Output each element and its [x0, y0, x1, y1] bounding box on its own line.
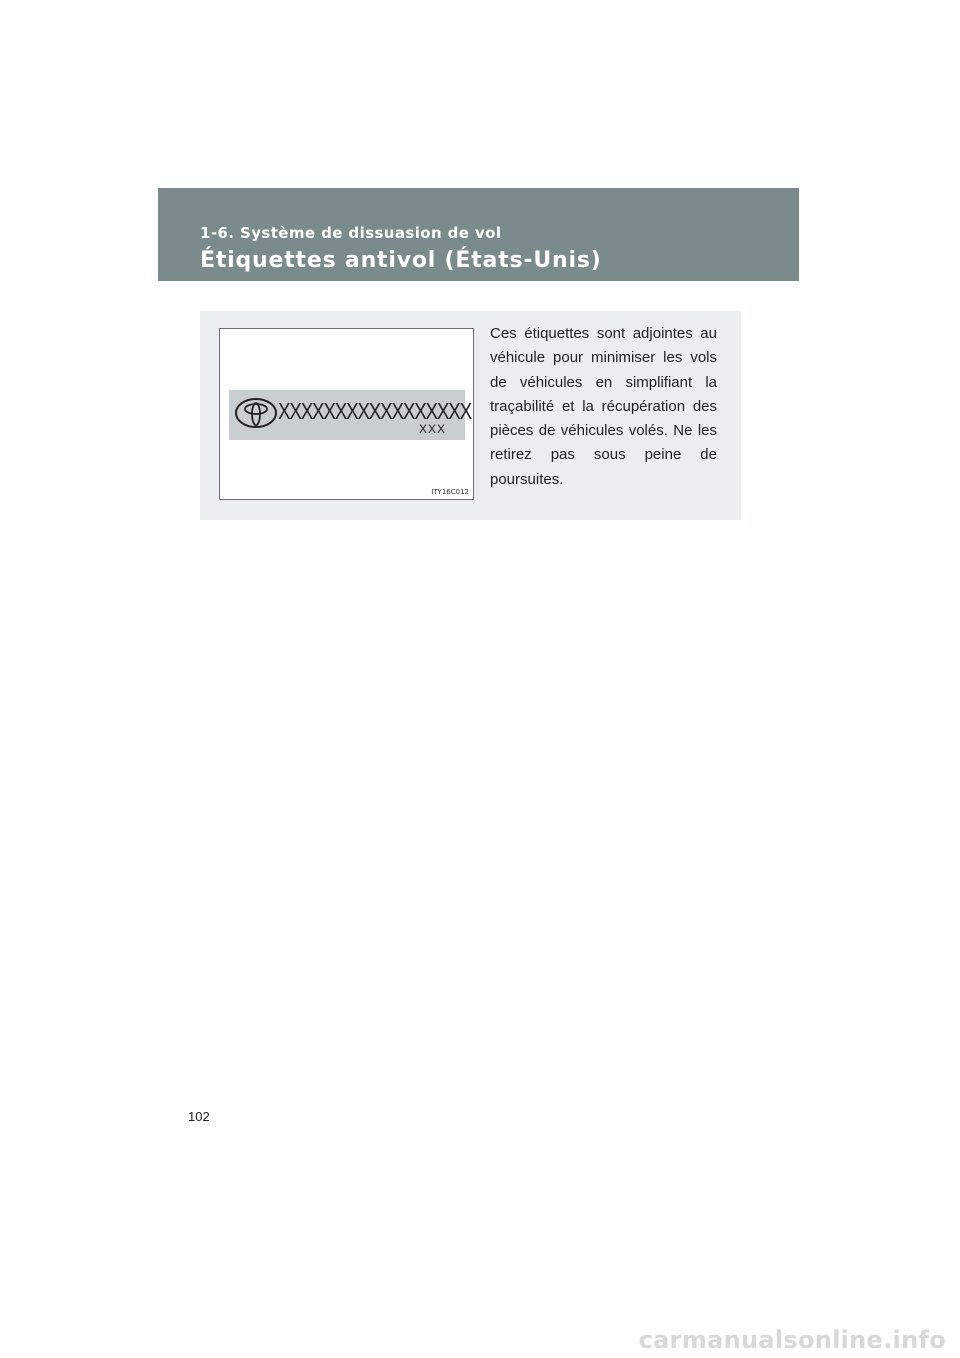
page-number: 102	[188, 1109, 210, 1124]
label-sub-text: XXX	[419, 422, 447, 436]
section-label: 1-6. Système de dissuasion de vol	[200, 224, 502, 242]
body-paragraph: Ces étiquettes sont adjointes au véhicule pour minimiser les vols de véhicules en simplifiant la traçabilité et la récupération des pièces de véhicules volés. Ne les retirez pas sous peine de poursuites.	[490, 325, 717, 488]
figure-code: ITY16C012	[431, 488, 469, 496]
page-title: Étiquettes antivol (États-Unis)	[200, 248, 602, 273]
illustration-figure	[219, 328, 474, 500]
section-header	[158, 188, 799, 281]
content-panel	[200, 311, 741, 520]
label-vin-text: XXXXXXXXXXXXXXXXX	[278, 398, 471, 424]
antitheft-label	[229, 390, 471, 440]
toyota-emblem-icon	[234, 397, 278, 429]
watermark: carmanualsonline.info	[638, 1326, 946, 1354]
